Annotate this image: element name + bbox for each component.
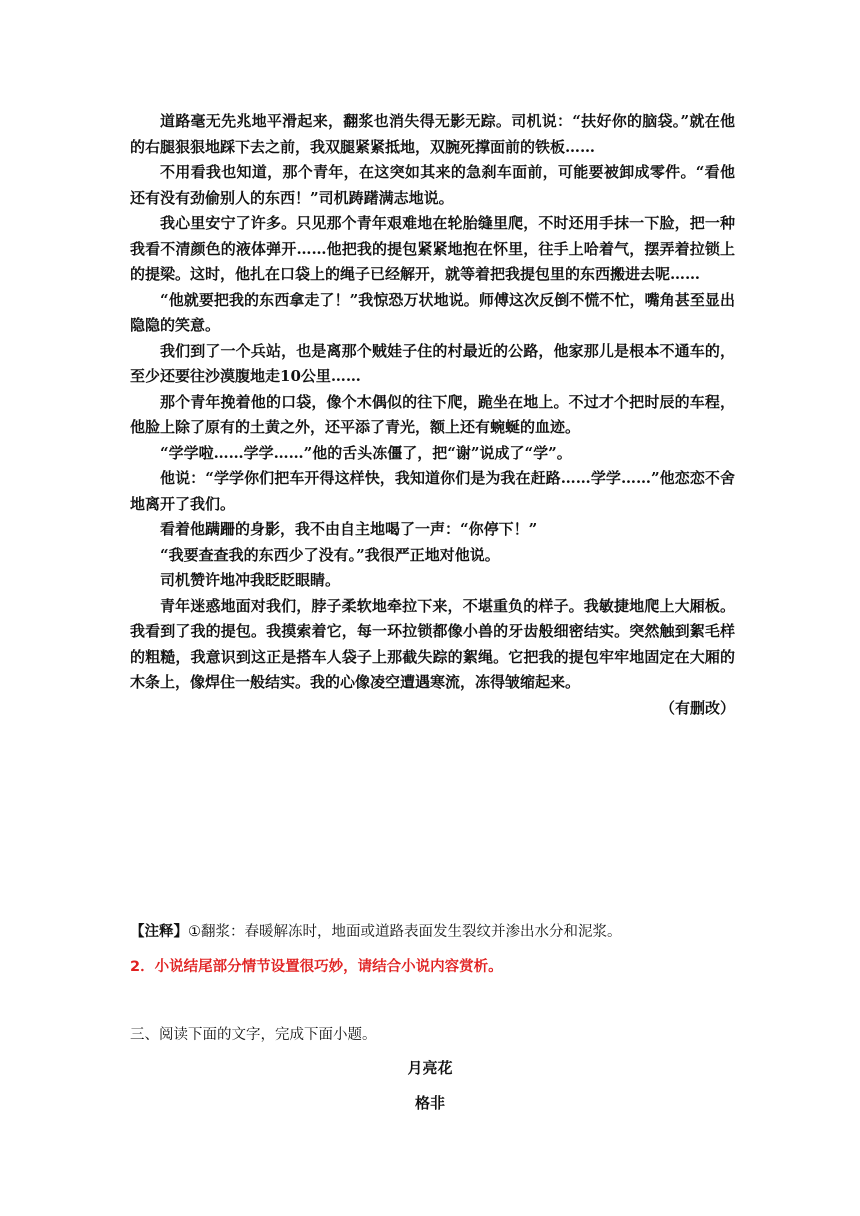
- story-paragraph-9: 看着他蹒跚的身影，我不由自主地喝了一声：“你停下！”: [160, 520, 538, 538]
- annotation-tag: 【注释】: [130, 924, 188, 940]
- story-paragraph-3: 我心里安宁了许多。只见那个青年艰难地在轮胎缝里爬，不时还用手抹一下脸，把一种我看不清颜色的液体弹开……他把我的提包紧紧地抱在怀里，往手上哈着气，摆弄着拉锁上的提梁。这时，他扎在口袋上的绳子已经解开，就等着把我提包里的东西搬进去呢……: [130, 214, 735, 283]
- question-2: 2．小说结尾部分情节设置很巧妙，请结合小说内容赏析。: [130, 959, 503, 975]
- story-excerpt: [130, 109, 735, 721]
- story-paragraph-7: “学学啦……学学……”他的舌头冻僵了，把“谢”说成了“学”。: [160, 443, 572, 462]
- annotation-text: ①翻浆：春暖解冻时，地面或道路表面发生裂纹并渗出水分和泥浆。: [188, 924, 622, 940]
- story-title: 月亮花: [407, 1059, 453, 1077]
- story-paragraph-6: 那个青年挽着他的口袋，像个木偶似的往下爬，跪坐在地上。不过才个把时辰的车程，他脸上除了原有的土黄之外，还平添了青光，额上还有蜿蜒的血迹。: [130, 392, 735, 436]
- story-paragraph-8: 他说：“学学你们把车开得这样快，我知道你们是为我在赶路……学学……”他恋恋不舍地离开了我们。: [130, 469, 735, 513]
- story-paragraph-1: 道路毫无先兆地平滑起来，翻浆也消失得无影无踪。司机说：“扶好你的脑袋。”就在他的右腿狠狠地踩下去之前，我双腿紧紧抵地，双腕死撑面前的铁板……: [130, 112, 735, 156]
- story-paragraph-12: 青年迷惑地面对我们，脖子柔软地牵拉下来，不堪重负的样子。我敏捷地爬上大厢板。我看到了我的提包。我摸索着它，每一环拉锁都像小兽的牙齿般细密结实。突然触到絮毛样的粗糙，我意识到这正是搭车人袋子上那截失踪的絮绳。它把我的提包牢牢地固定在大厢的木条上，像焊住一般结实。我的心像凌空遭遇寒流，冻得皱缩起来。: [130, 596, 735, 691]
- story-author: 格非: [414, 1094, 445, 1112]
- story-paragraph-11: 司机赞许地冲我眨眨眼睛。: [160, 571, 341, 589]
- story-paragraph-2: 不用看我也知道，那个青年，在这突如其来的急刹车面前，可能要被卸成零件。“看他还有没有劲偷别人的东西！”司机踌躇满志地说。: [130, 163, 735, 207]
- annotation: [130, 920, 750, 944]
- section-3-heading: 三、阅读下面的文字，完成下面小题。: [130, 1027, 377, 1043]
- story-paragraph-4: “他就要把我的东西拿走了！”我惊恐万状地说。师傅这次反倒不慌不忙，嘴角甚至显出隐隐的笑意。: [130, 290, 735, 334]
- story-paragraph-5: 我们到了一个兵站，也是离那个贼娃子住的村最近的公路，他家那儿是根本不通车的，至少还要往沙漠腹地走10公里……: [130, 341, 735, 385]
- source-note: （有删改）: [659, 698, 735, 717]
- story-paragraph-10: “我要查查我的东西少了没有。”我很严正地对他说。: [160, 545, 500, 564]
